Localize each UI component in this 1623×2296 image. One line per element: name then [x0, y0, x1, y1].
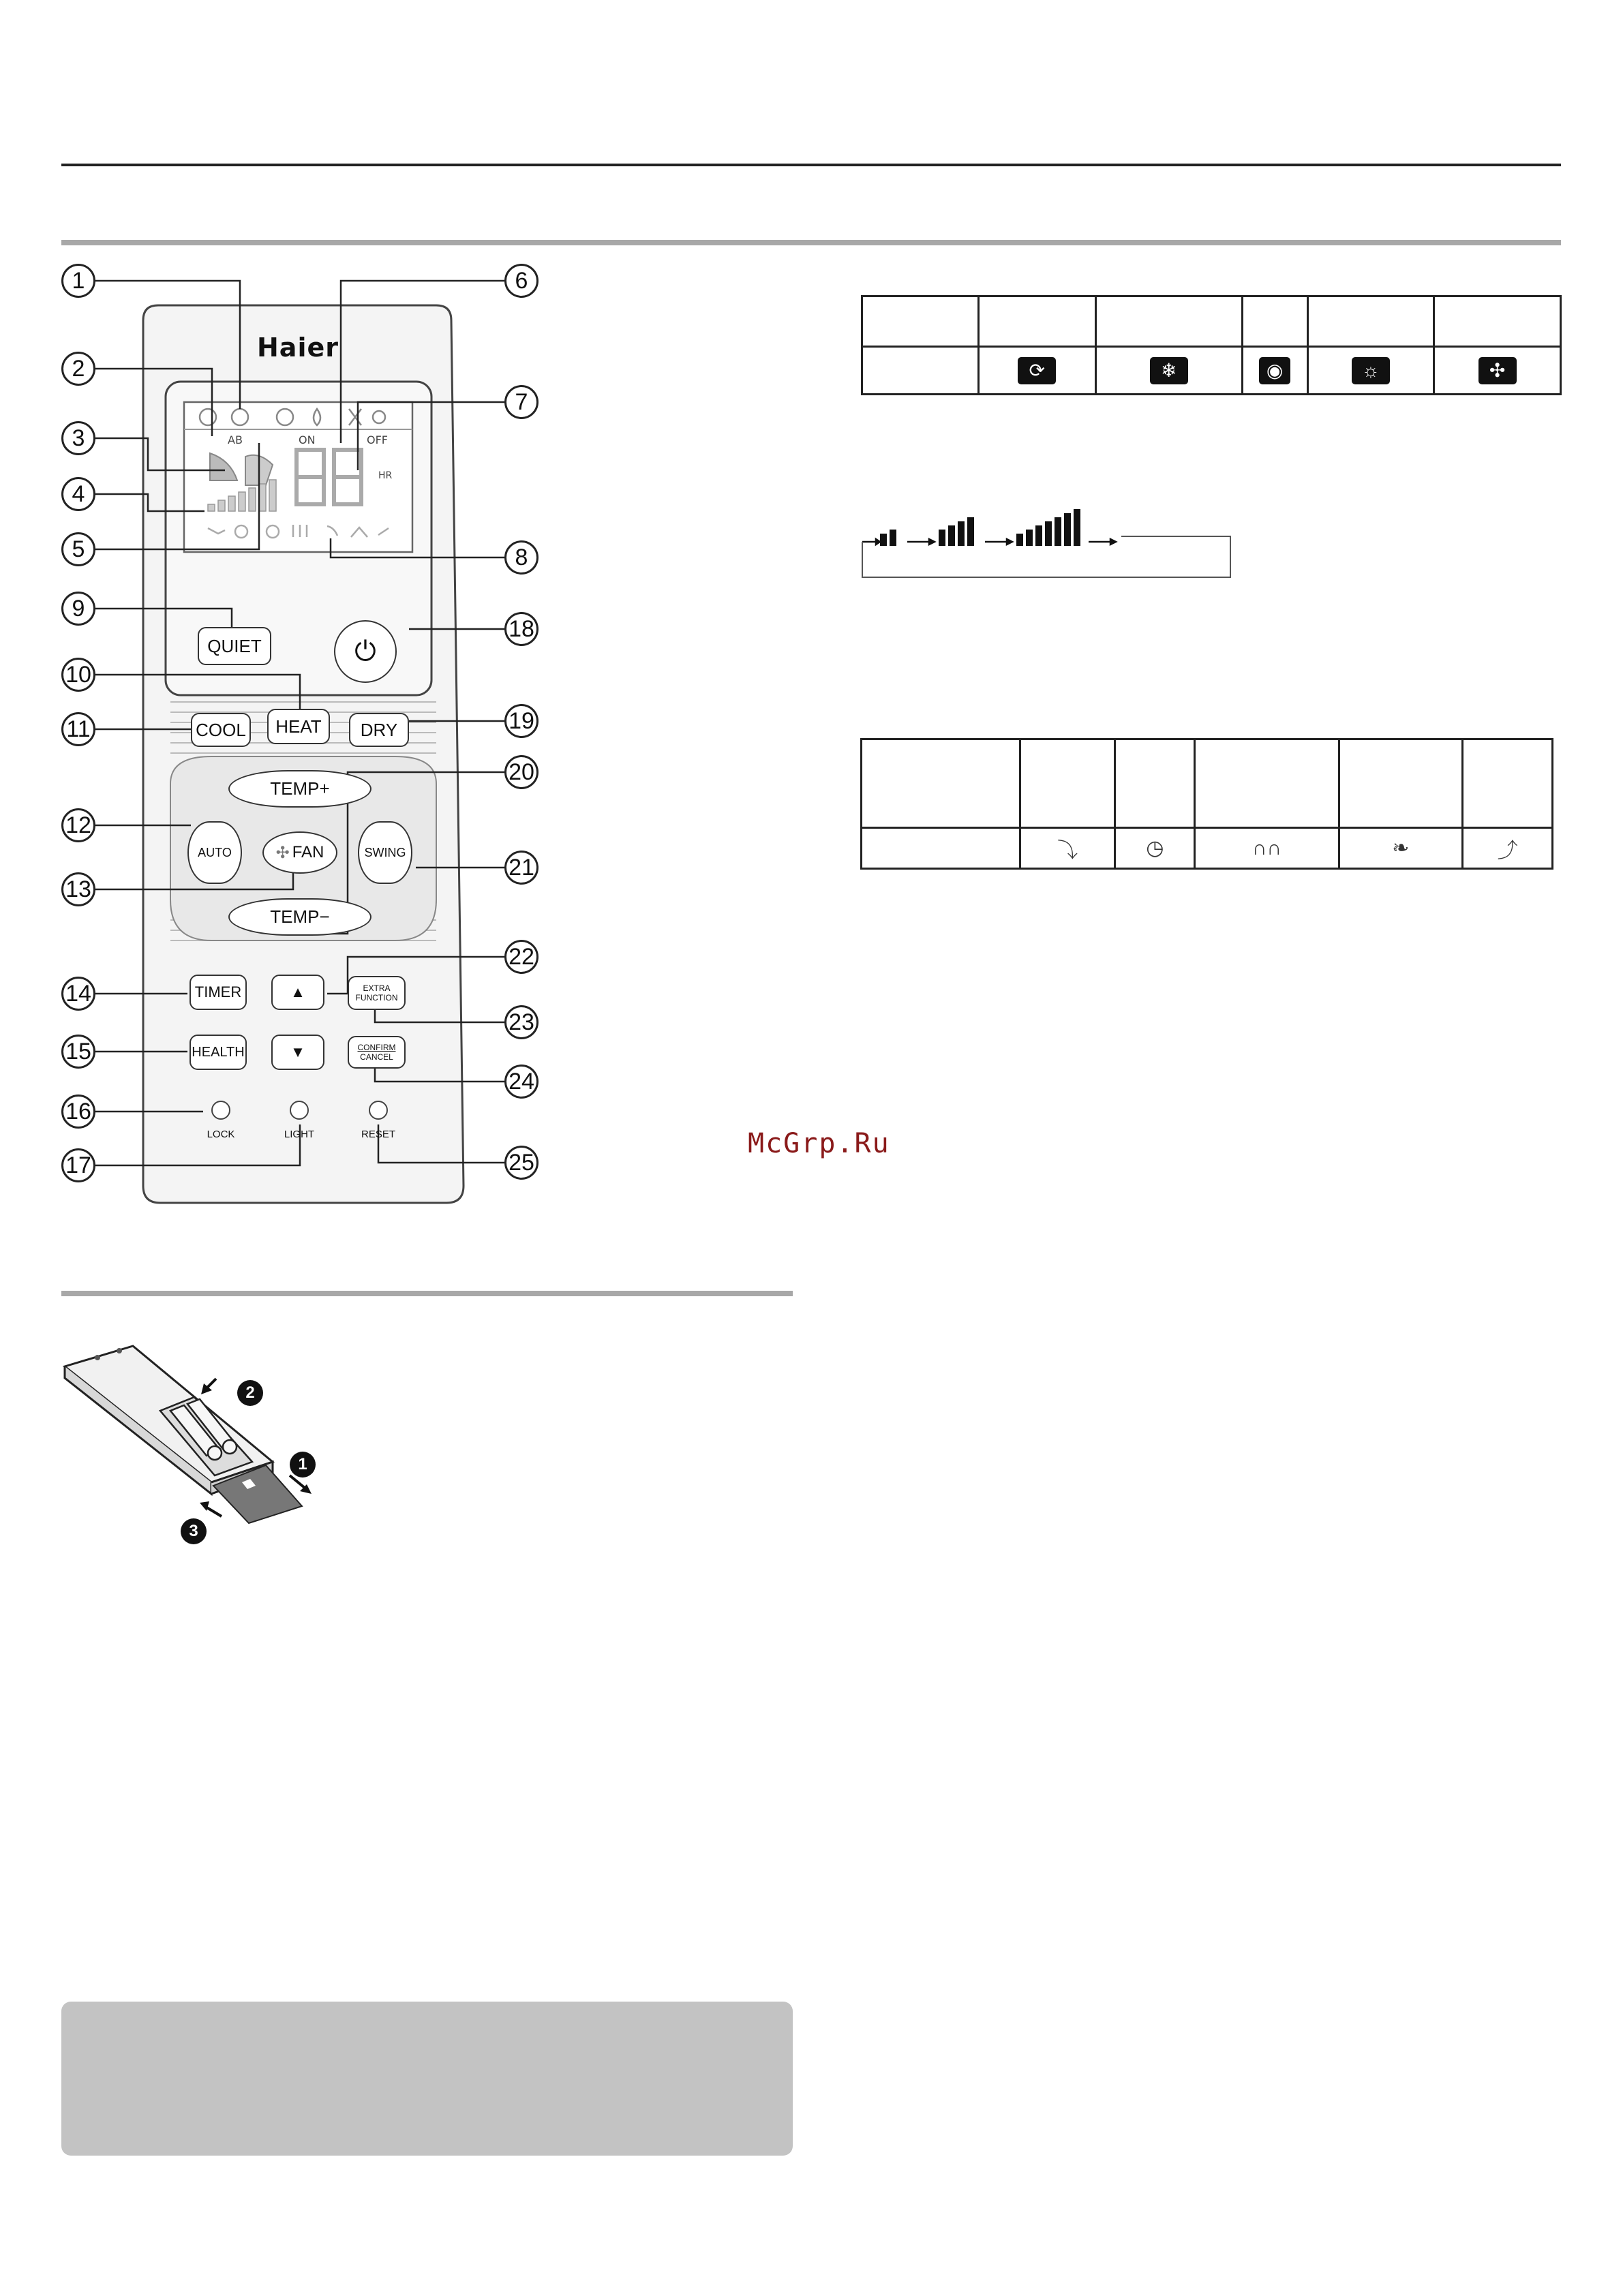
callout-17: 17 — [61, 1148, 95, 1182]
brand-logo: Haier — [257, 333, 339, 363]
mode-table-header-cell — [1434, 296, 1561, 347]
display-icon-table — [860, 738, 1553, 870]
callout-2: 2 — [61, 352, 95, 386]
lock-label: LOCK — [207, 1129, 235, 1140]
mode-table-header-cell — [1242, 296, 1307, 347]
callout-6: 6 — [504, 264, 539, 298]
step-badge-2: 2 — [237, 1380, 263, 1406]
fan-button-label: FAN — [292, 843, 324, 861]
callout-19: 19 — [504, 704, 539, 738]
down-arrow-button[interactable]: ▼ — [271, 1035, 324, 1070]
cool-mode-icon: ❄ — [1150, 357, 1188, 384]
callout-3: 3 — [61, 421, 95, 455]
callout-10: 10 — [61, 658, 95, 692]
mode-table-header-cell — [862, 296, 979, 347]
reset-pinhole[interactable] — [369, 1101, 388, 1120]
callout-9: 9 — [61, 592, 95, 626]
auto-mode-icon: ⟳ — [1018, 357, 1056, 384]
extra-function-label-2: FUNCTION — [355, 993, 398, 1002]
callout-25: 25 — [504, 1146, 539, 1180]
fan-icon: ✣ — [275, 843, 290, 862]
lock-pinhole[interactable] — [211, 1101, 230, 1120]
fan-speed-cycle-diagram — [855, 494, 1251, 583]
display-table-header-cell — [862, 739, 1020, 828]
callout-5: 5 — [61, 532, 95, 566]
extra-function-label-1: EXTRA — [363, 983, 391, 993]
callout-15: 15 — [61, 1035, 95, 1069]
dry-button[interactable]: DRY — [349, 713, 409, 747]
callout-20: 20 — [504, 755, 539, 789]
temp-plus-button[interactable]: TEMP+ — [228, 770, 371, 808]
mode-table-header-cell — [978, 296, 1095, 347]
clock-icon: ◷ — [1146, 837, 1164, 859]
display-table-header-cell — [1020, 739, 1115, 828]
callout-8: 8 — [504, 540, 539, 575]
callout-24: 24 — [504, 1065, 539, 1099]
heater-icon: ∩∩ — [1252, 836, 1282, 859]
callout-11: 11 — [61, 712, 95, 746]
dry-mode-icon: ◉ — [1259, 357, 1290, 384]
battery-insertion-illustration — [58, 1336, 365, 1540]
auto-button[interactable]: AUTO — [187, 821, 242, 884]
light-label: LIGHT — [284, 1129, 315, 1140]
display-table-header-cell — [1195, 739, 1339, 828]
reset-label: RESET — [361, 1129, 395, 1140]
lcd-off-label: OFF — [367, 433, 388, 446]
callout-21: 21 — [504, 851, 539, 885]
cancel-label: CANCEL — [360, 1052, 393, 1062]
mode-table-label-cell — [862, 347, 979, 395]
step-badge-3: 3 — [181, 1518, 207, 1544]
up-arrow-button[interactable]: ▲ — [271, 975, 324, 1010]
callout-7: 7 — [504, 385, 539, 419]
lcd-on-label: ON — [299, 433, 316, 446]
temp-minus-button[interactable]: TEMP− — [228, 898, 371, 936]
power-button[interactable] — [334, 620, 397, 683]
callout-18: 18 — [504, 612, 539, 646]
callout-1: 1 — [61, 264, 95, 298]
quiet-button[interactable]: QUIET — [198, 627, 271, 665]
fan-mode-icon: ✣ — [1478, 357, 1517, 384]
timer-button[interactable]: TIMER — [189, 975, 247, 1010]
section-rule-2 — [61, 1291, 793, 1296]
display-table-label-cell — [862, 828, 1020, 869]
callout-22: 22 — [504, 940, 539, 974]
display-table-header-cell — [1339, 739, 1462, 828]
lcd-hr-label: HR — [378, 470, 393, 481]
confirm-cancel-button[interactable] — [348, 1036, 406, 1069]
extra-function-button[interactable] — [348, 976, 406, 1010]
note-box — [61, 2002, 793, 2156]
callout-12: 12 — [61, 808, 95, 842]
heat-mode-icon: ☼ — [1352, 357, 1390, 384]
callout-13: 13 — [61, 872, 95, 906]
callout-14: 14 — [61, 977, 95, 1011]
watermark: McGrp.Ru — [748, 1128, 890, 1159]
light-pinhole[interactable] — [290, 1101, 309, 1120]
callout-4: 4 — [61, 477, 95, 511]
swing-down-icon: ⤵ — [1057, 839, 1078, 862]
confirm-label: CONFIRM — [357, 1043, 396, 1052]
cool-button[interactable]: COOL — [191, 713, 251, 747]
mode-table-header-cell — [1307, 296, 1434, 347]
callout-23: 23 — [504, 1005, 539, 1039]
callout-16: 16 — [61, 1095, 95, 1129]
swing-button[interactable]: SWING — [358, 821, 412, 884]
step-badge-1: 1 — [290, 1452, 316, 1478]
display-table-header-cell — [1463, 739, 1553, 828]
swing-up-icon: ⤴ — [1497, 839, 1518, 862]
power-icon: ⏻ — [354, 636, 376, 667]
mode-table — [861, 295, 1562, 395]
leaf-icon: ❧ — [1392, 837, 1410, 859]
lcd-ab-label: AB — [228, 433, 243, 446]
heat-button[interactable]: HEAT — [267, 709, 330, 744]
display-table-header-cell — [1115, 739, 1195, 828]
health-button[interactable]: HEALTH — [189, 1035, 247, 1070]
fan-button[interactable] — [262, 831, 337, 874]
mode-table-header-cell — [1095, 296, 1242, 347]
